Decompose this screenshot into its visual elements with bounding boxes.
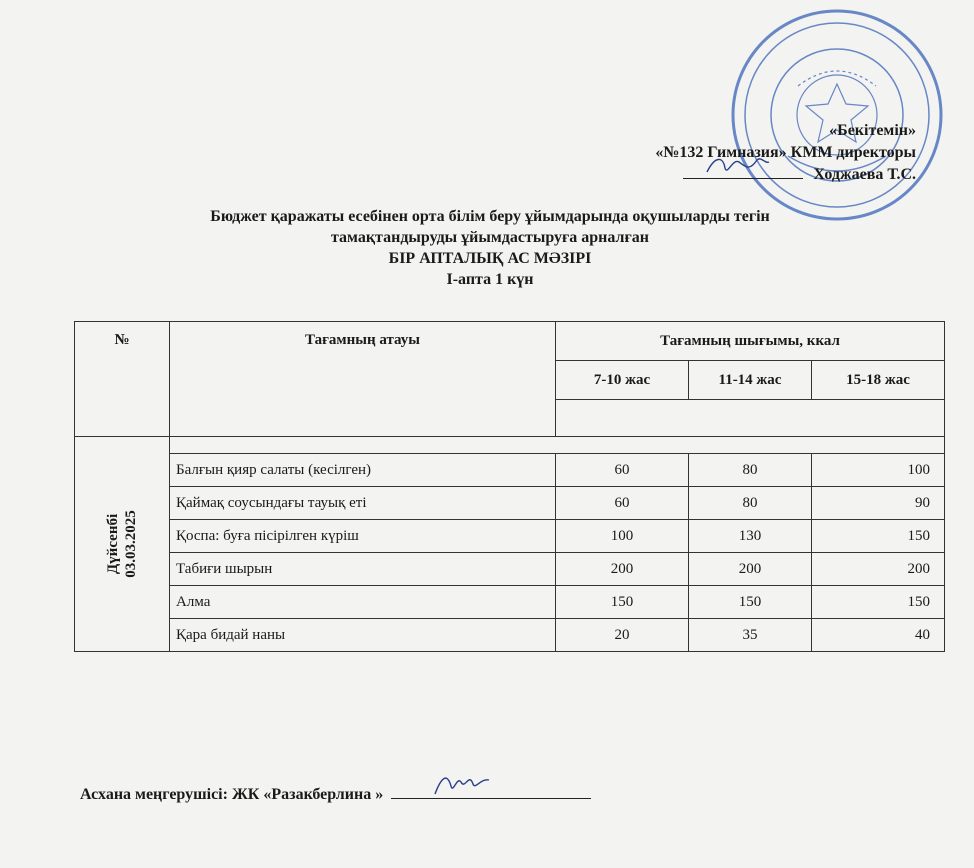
value-11-14: 200 [689,553,812,586]
approval-signer: Ходжаева Т.С. [813,166,916,183]
footer-signature [80,784,591,804]
table-row [75,487,945,520]
dish-name: Алма [170,586,556,619]
value-15-18: 90 [812,487,945,520]
value-15-18: 150 [812,520,945,553]
dish-name: Балғын қияр салаты (кесілген) [170,454,556,487]
table-row [75,586,945,619]
header-output-group: Тағамның шығымы, ккал [556,322,945,361]
signature-icon [703,152,773,178]
value-15-18: 200 [812,553,945,586]
dish-name: Қаймақ соусындағы тауық еті [170,487,556,520]
title-line-1: Бюджет қаражаты есебінен орта білім беру ұйымдарында оқушыларды тегін [210,208,770,225]
day-cell [75,437,170,652]
dish-name: Қара бидай наны [170,619,556,652]
title-line-4: I-апта 1 күн [446,271,534,288]
signature-icon [431,768,493,798]
value-7-10: 200 [556,553,689,586]
menu-table [74,321,945,652]
value-15-18: 40 [812,619,945,652]
value-7-10: 150 [556,586,689,619]
day-date: 03.03.2025 [123,510,139,578]
approval-label: «Бекітемін» [829,122,916,139]
manager-signature-line [391,784,591,799]
header-dish-name: Тағамның атауы [170,322,556,437]
value-11-14: 80 [689,487,812,520]
table-row [75,553,945,586]
header-age-7-10: 7-10 жас [556,361,689,400]
value-15-18: 100 [812,454,945,487]
seal-stamp-icon [728,6,946,224]
document-title [60,206,920,290]
title-line-2: тамақтандыруды ұйымдастыруға арналған [330,229,649,246]
kitchen-manager-label: Асхана меңгерушісі: ЖК «Разакберлина » [80,786,384,803]
value-7-10: 20 [556,619,689,652]
table-row [75,454,945,487]
header-age-15-18: 15-18 жас [812,361,945,400]
dish-name: Табиғи шырын [170,553,556,586]
dish-name: Қоспа: буға пісірілген күріш [170,520,556,553]
approval-position: «№132 Гимназия» КММ директоры [655,144,916,161]
value-7-10: 60 [556,454,689,487]
header-age-11-14: 11-14 жас [689,361,812,400]
director-signature-line [683,164,803,179]
title-line-3: БІР АПТАЛЫҚ АС МӘЗІРІ [388,250,592,267]
value-11-14: 80 [689,454,812,487]
value-15-18: 150 [812,586,945,619]
value-11-14: 150 [689,586,812,619]
value-11-14: 35 [689,619,812,652]
value-7-10: 100 [556,520,689,553]
table-row [75,619,945,652]
value-7-10: 60 [556,487,689,520]
table-row [75,520,945,553]
value-11-14: 130 [689,520,812,553]
day-name: Дүйсенбі [105,513,121,575]
approval-block [655,120,916,186]
header-number: № [75,322,170,437]
